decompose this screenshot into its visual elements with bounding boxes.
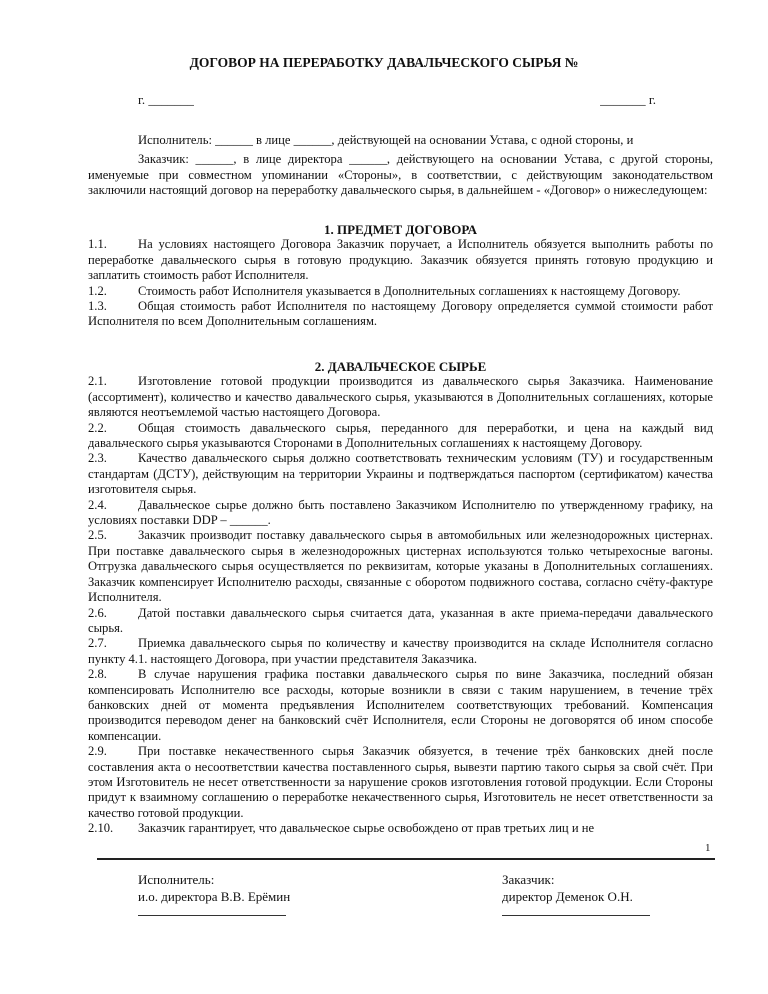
intro-block	[88, 133, 713, 199]
clause: 2.9. При поставке некачественного сырья Заказчик обязуется, в течение трёх банковских дней после составления акта о несоответствии качества поставленного сырья, вывезти партию такого сырья за свой счёт. При этом Изготовитель не несет ответственности за нарушение сроков изготовления готовой продукции. Если Стороны придут к взаимному соглашению о переработке некачественного сырья, Изготовитель не несет ответственности за качество готовой продукции.	[88, 744, 713, 820]
signature-line	[138, 915, 286, 916]
section-heading: 1. ПРЕДМЕТ ДОГОВОРА	[323, 222, 478, 237]
intro-paragraph: Заказчик: ______, в лице директора ______, действующего на основании Устава, с другой стороны, именуемые при совместном упоминании «Стороны», в соответствии, с действующим законодательством заключили настоящий договор на переработку давальческого сырья, в дальнейшем - «Договор» о нижеследующем:	[88, 152, 713, 198]
city-date-line	[138, 92, 656, 108]
section-subject	[88, 222, 713, 330]
clause: 2.2. Общая стоимость давальческого сырья, переданного для переработки, и цена на каждый вид давальческого сырья указываются Сторонами в Дополнительных соглашениях к настоящему Договору.	[88, 420, 713, 451]
signature-title: Заказчик:	[502, 872, 555, 887]
clause: 2.8. В случае нарушения графика поставки давальческого сырья по вине Заказчика, последний обязан компенсировать Исполнителю все расходы, которые возникли в связи с таким нарушением, в течение трёх банковских дней от момента предъявления Исполнителем соответствующих требований. Компенсация производится переводом денег на банковский счёт Исполнителя, если Стороны не договорятся об ином способе компенсации.	[88, 667, 713, 743]
intro-paragraph: Исполнитель: ______ в лице ______, действующей на основании Устава, с одной стороны, и	[138, 133, 634, 147]
clause: 2.1. Изготовление готовой продукции производится из давальческого сырья Заказчика. Наименование (ассортимент), количество и качество давальческого сырья, указываются в Дополнительных соглашениях, которые являются неотъемлемой частью настоящего Договора.	[88, 374, 713, 420]
clause: 1.2. Стоимость работ Исполнителя указывается в Дополнительных соглашениях к настоящему Договору.	[88, 283, 681, 298]
page-number: 1	[705, 842, 711, 854]
clause: 2.7. Приемка давальческого сырья по количеству и качеству производится на складе Исполнителя согласно пункту 4.1. настоящего Договора, при участии представителя Заказчика.	[88, 636, 713, 666]
document-title: ДОГОВОР НА ПЕРЕРАБОТКУ ДАВАЛЬЧЕСКОГО СЫРЬЯ №	[189, 55, 579, 70]
city-field: г. _______	[138, 92, 194, 107]
footer-divider	[97, 858, 715, 860]
clause: 2.10. Заказчик гарантирует, что давальческое сырье освобождено от прав третьих лиц и не	[88, 821, 595, 836]
signature-name: и.о. директора В.В. Ерёмин	[138, 889, 291, 904]
date-field: _______ г.	[600, 92, 656, 107]
clause: 2.3. Качество давальческого сырья должно соответствовать техническим условиям (ТУ) и государственным стандартам (ДСТУ), действующим на территории Украины и подтверждаться паспортом (сертификатом) качества изготовителя сырья.	[88, 451, 713, 497]
section-raw-material	[88, 359, 713, 837]
section-heading: 2. ДАВАЛЬЧЕСКОЕ СЫРЬЕ	[314, 359, 487, 374]
clause: 1.1. На условиях настоящего Договора Заказчик поручает, а Исполнитель обязуется выполнить работы по переработке давальческого сырья в готовую продукцию. Заказчик обязуется принять готовую продукцию и заплатить стоимость работ Исполнителя.	[88, 237, 713, 283]
signature-name: директор Деменок О.Н.	[502, 889, 633, 904]
clause: 2.4. Давальческое сырье должно быть поставлено Заказчиком Исполнителю по утвержденному графику, на условиях поставки DDP – ______.	[88, 497, 713, 528]
clause: 2.5. Заказчик производит поставку давальческого сырья в автомобильных или железнодорожных цистернах. При поставке давальческого сырья в железнодорожных цистернах используются только четырехосные вагоны. Отгрузка давальческого сырья осуществляется по реквизитам, которые указаны в Дополнительных соглашениях. Заказчик компенсирует Исполнителю расходы, связанные с оборотом подвижного состава, согласно счёту-фактуре Исполнителя.	[88, 528, 713, 605]
signature-executor	[138, 871, 290, 916]
clause: 1.3. Общая стоимость работ Исполнителя по настоящему Договору определяется суммой стоимости работ Исполнителя по всем Дополнительным соглашениям.	[88, 299, 713, 329]
signature-title: Исполнитель:	[138, 872, 215, 887]
signature-line	[502, 915, 650, 916]
clause: 2.6. Датой поставки давальческого сырья считается дата, указанная в акте приема-передачи давальческого сырья.	[88, 605, 713, 635]
signature-customer	[502, 871, 650, 916]
